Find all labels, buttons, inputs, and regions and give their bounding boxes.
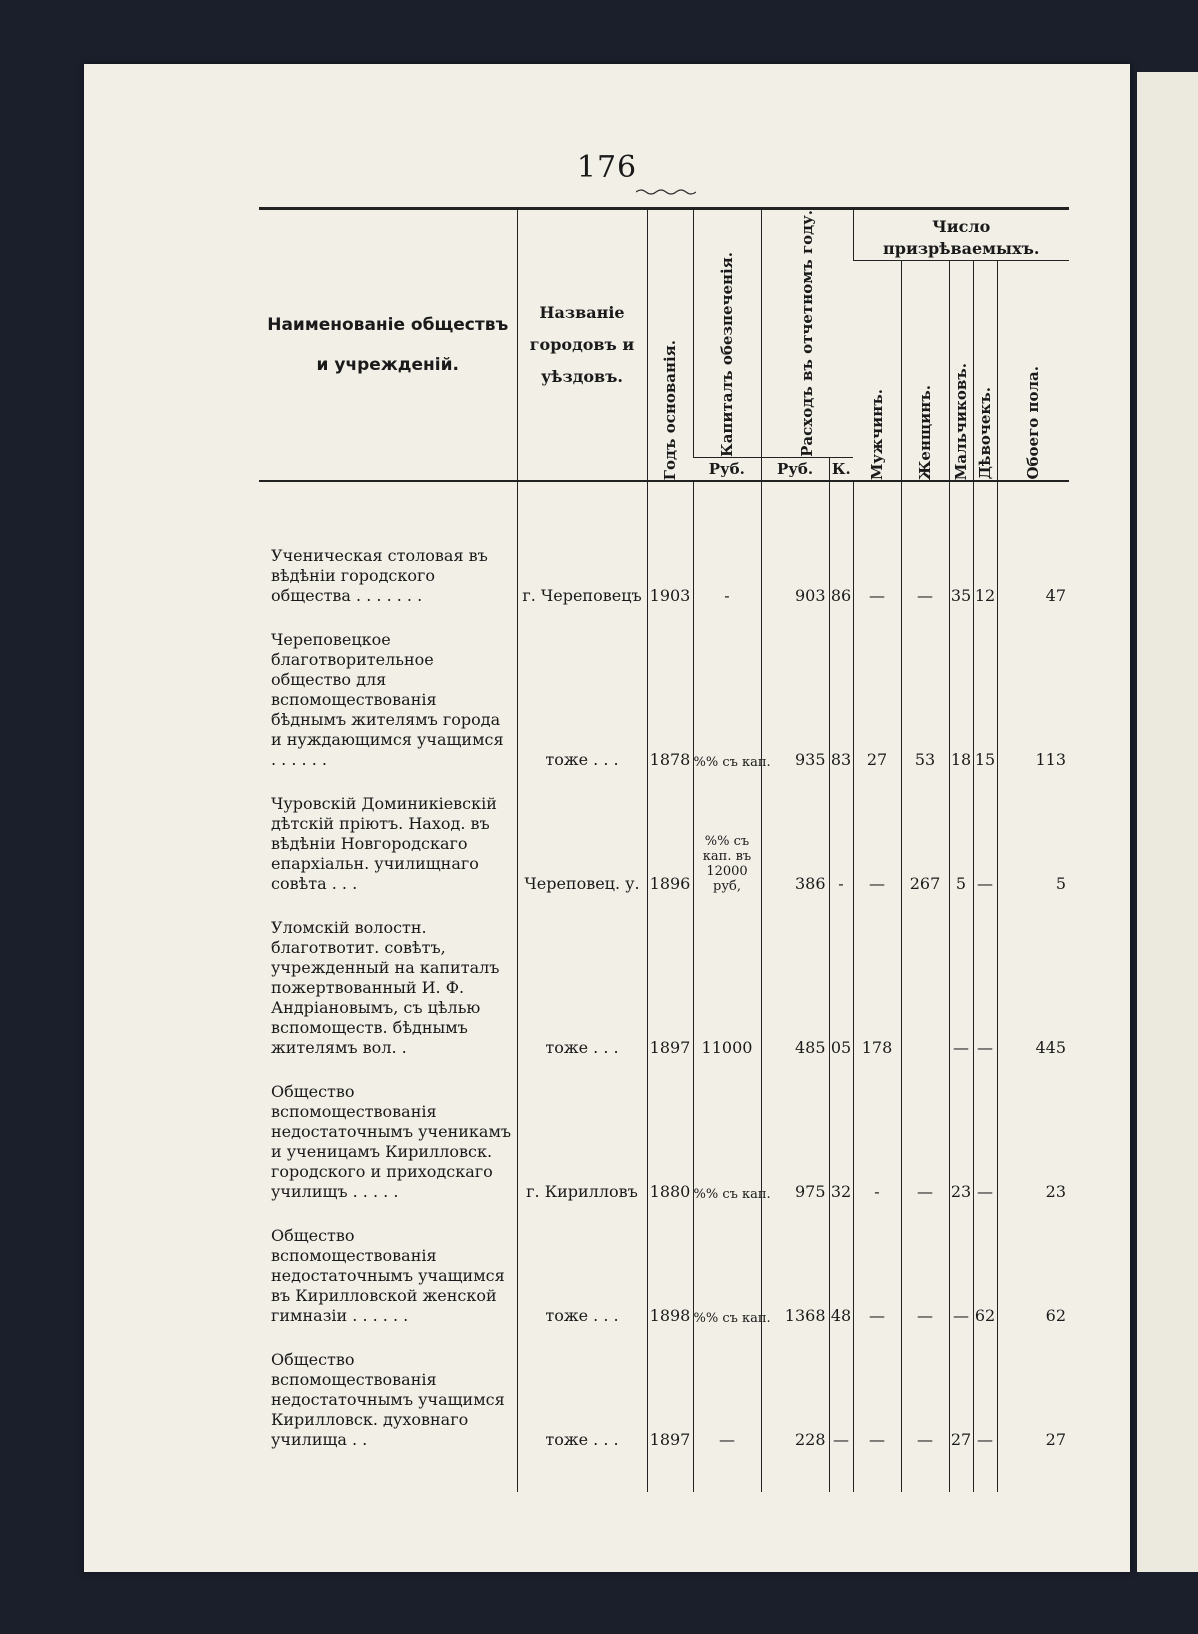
row-kop: -	[829, 776, 853, 900]
row-rub: 228	[761, 1332, 829, 1456]
table-row	[259, 612, 1069, 776]
row-kop: 83	[829, 612, 853, 776]
row-name: Чуровскій Доминикіевскій дѣтскій пріютъ. Наход. въ вѣдѣніи Новгородскаго епархіальн. училищнаго совѣта . . .	[271, 793, 497, 893]
row-capital: -	[693, 546, 761, 612]
row-total: 445	[997, 900, 1069, 1064]
row-girls: —	[973, 1064, 997, 1208]
row-boys: 35	[949, 546, 973, 612]
header-year: Годъ основанія.	[661, 339, 679, 480]
unit-expense-kop: К.	[829, 457, 853, 481]
row-women: —	[901, 1208, 949, 1332]
row-year: 1897	[647, 1332, 693, 1456]
row-rub: 386	[761, 776, 829, 900]
header-women: Женщинъ.	[916, 384, 934, 480]
header-men: Мужчинъ.	[867, 388, 886, 480]
row-total: 47	[997, 546, 1069, 612]
row-name: Общество вспомоществованія недостаточнымъ учащимся Кирилловск. духовнаго училища . .	[271, 1349, 505, 1449]
table-row	[259, 546, 1069, 612]
next-page-edge	[1137, 72, 1198, 1572]
row-kop: 32	[829, 1064, 853, 1208]
row-city: тоже . . .	[517, 1332, 647, 1456]
row-city: Череповец. у.	[517, 776, 647, 900]
row-rub: 935	[761, 612, 829, 776]
row-name: Общество вспомоществованія недостаточнымъ ученикамъ и ученицамъ Кирилловск. городского и приходскаго училищъ . . . . .	[271, 1081, 512, 1201]
row-girls: 15	[973, 612, 997, 776]
header-girls: Дѣвочекъ.	[976, 387, 994, 480]
unit-expense-rub: Руб.	[761, 457, 829, 481]
row-men: —	[853, 776, 901, 900]
row-city: тоже . . .	[517, 612, 647, 776]
row-capital: 11000	[693, 900, 761, 1064]
ornament-squiggle	[636, 188, 696, 196]
header-city: Названіе городовъ и уѣздовъ.	[517, 209, 647, 481]
row-total: 62	[997, 1208, 1069, 1332]
row-total: 5	[997, 776, 1069, 900]
row-men: -	[853, 1064, 901, 1208]
row-total: 113	[997, 612, 1069, 776]
row-boys: 23	[949, 1064, 973, 1208]
row-boys: 18	[949, 612, 973, 776]
row-boys: —	[949, 1208, 973, 1332]
row-capital: %% съ кап.	[693, 612, 761, 776]
row-boys: —	[949, 900, 973, 1064]
row-women: 53	[901, 612, 949, 776]
row-kop: 86	[829, 546, 853, 612]
row-girls: 62	[973, 1208, 997, 1332]
row-girls: —	[973, 1332, 997, 1456]
header-name: Наименованіе обществъ и учрежденій.	[267, 314, 509, 375]
row-name: Череповецкое благотворительное общество для вспомоществованія бѣднымъ жителямъ города и нуждающимся учащимся . . . . . .	[271, 629, 504, 769]
row-men: —	[853, 546, 901, 612]
row-city: г. Кирилловъ	[517, 1064, 647, 1208]
row-name: Уломскій волостн. благотвотит. совѣтъ, учрежденный на капиталъ пожертвованный И. Ф. Андріановымъ, съ цѣлью вспомоществ. бѣднымъ жителямъ вол. .	[271, 917, 500, 1057]
row-rub: 1368	[761, 1208, 829, 1332]
row-men: —	[853, 1208, 901, 1332]
row-girls: —	[973, 776, 997, 900]
row-kop: —	[829, 1332, 853, 1456]
header-capital: Капиталъ обезпеченія.	[718, 251, 736, 457]
row-rub: 903	[761, 546, 829, 612]
table-row	[259, 776, 1069, 900]
row-total: 23	[997, 1064, 1069, 1208]
row-city: тоже . . .	[517, 1208, 647, 1332]
row-girls: —	[973, 900, 997, 1064]
row-total: 27	[997, 1332, 1069, 1456]
table-row	[259, 900, 1069, 1064]
row-women	[901, 900, 949, 1064]
row-city: тоже . . .	[517, 900, 647, 1064]
row-capital: %% съ кап.	[693, 1208, 761, 1332]
row-year: 1878	[647, 612, 693, 776]
row-year: 1898	[647, 1208, 693, 1332]
row-women: —	[901, 1332, 949, 1456]
table-row	[259, 1332, 1069, 1456]
page-number: 176	[576, 150, 638, 185]
header-boys: Мальчиковъ.	[952, 362, 970, 480]
data-table	[259, 207, 1069, 1492]
row-year: 1880	[647, 1064, 693, 1208]
row-men: 27	[853, 612, 901, 776]
row-boys: 27	[949, 1332, 973, 1456]
row-women: 267	[901, 776, 949, 900]
row-rub: 485	[761, 900, 829, 1064]
row-rub: 975	[761, 1064, 829, 1208]
row-women: —	[901, 1064, 949, 1208]
row-kop: 05	[829, 900, 853, 1064]
header-group: Число призрѣваемыхъ.	[853, 209, 1069, 261]
header-expense: Расходъ въ отчетномъ году.	[798, 210, 816, 457]
row-capital: —	[693, 1332, 761, 1456]
book-page	[84, 64, 1130, 1572]
row-kop: 48	[829, 1208, 853, 1332]
row-year: 1897	[647, 900, 693, 1064]
row-year: 1903	[647, 546, 693, 612]
row-city: г. Череповецъ	[517, 546, 647, 612]
table-row	[259, 1064, 1069, 1208]
row-capital: %% съ кап. въ 12000 руб,	[693, 776, 761, 900]
row-men: 178	[853, 900, 901, 1064]
row-boys: 5	[949, 776, 973, 900]
row-year: 1896	[647, 776, 693, 900]
row-name: Общество вспомоществованія недостаточнымъ учащимся въ Кирилловской женской гимназіи . . . . . .	[271, 1225, 505, 1325]
unit-capital: Руб.	[693, 457, 761, 481]
header-both: Обоего пола.	[1024, 366, 1043, 480]
table-row	[259, 1208, 1069, 1332]
row-women: —	[901, 546, 949, 612]
row-name: Ученическая столовая въ вѣдѣніи городского общества . . . . . . .	[271, 545, 488, 605]
row-capital: %% съ кап.	[693, 1064, 761, 1208]
row-men: —	[853, 1332, 901, 1456]
row-girls: 12	[973, 546, 997, 612]
